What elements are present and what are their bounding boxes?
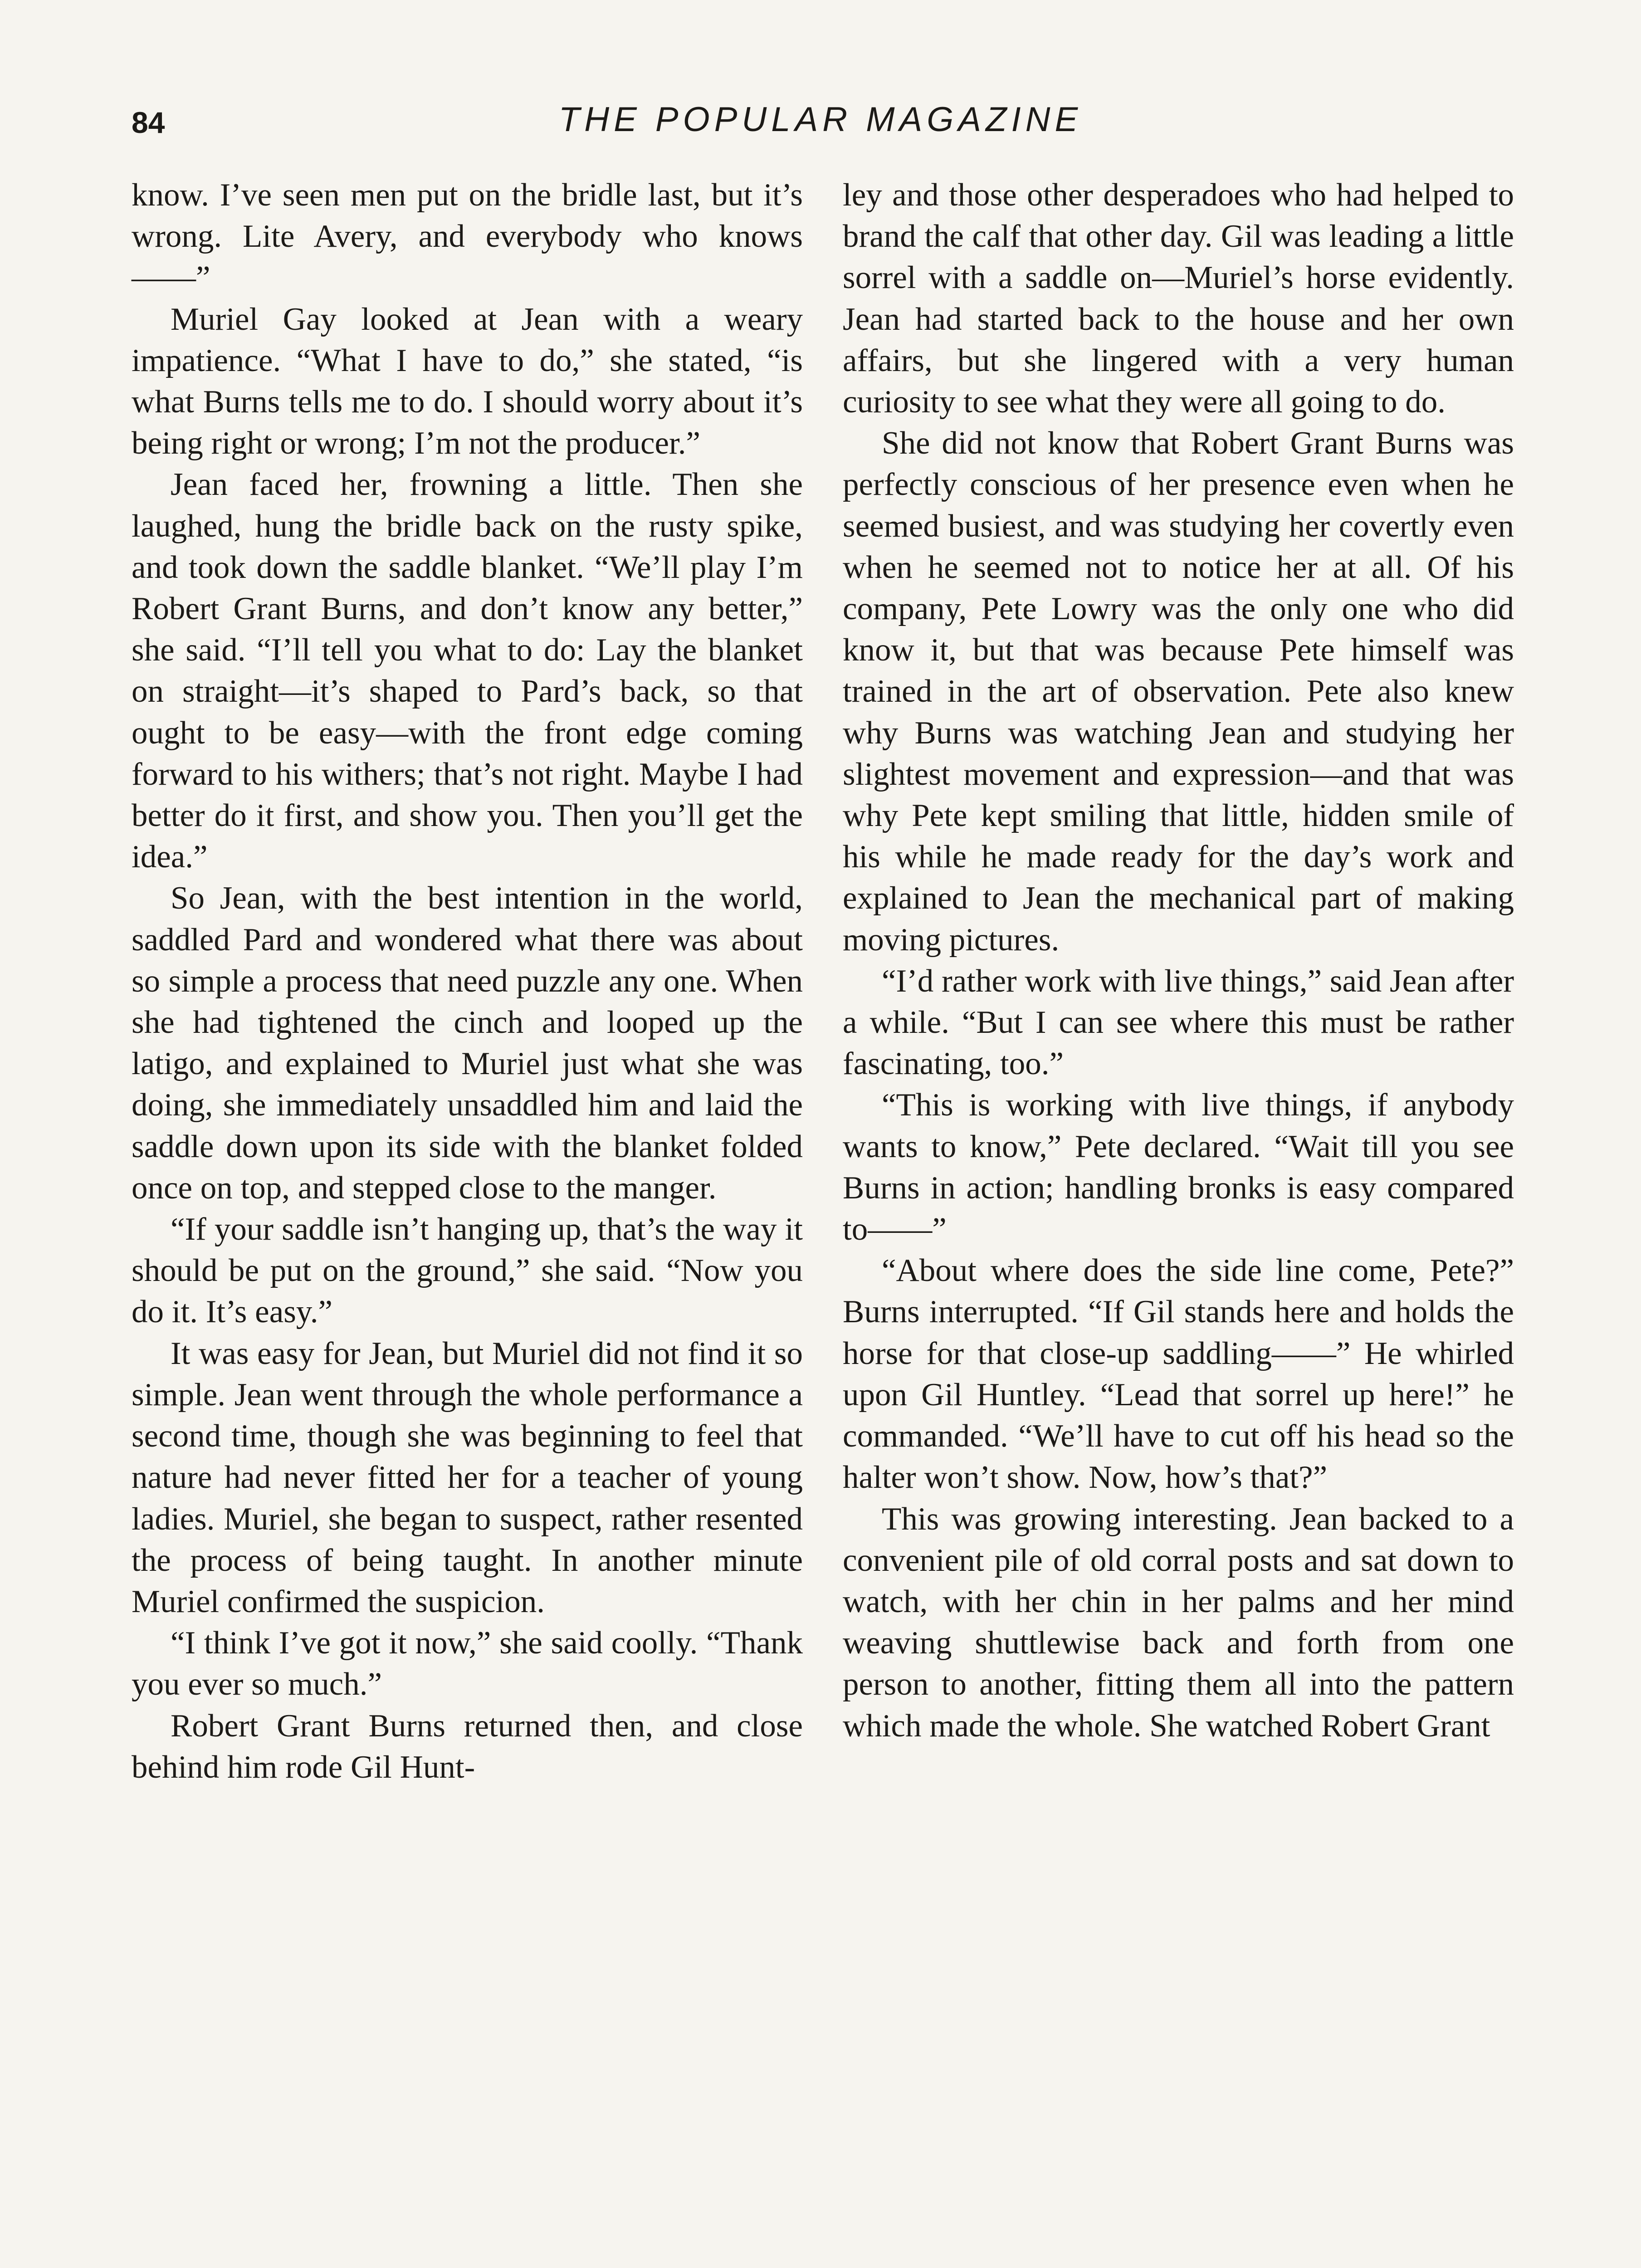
- paragraph: She did not know that Robert Grant Burns was perfectly conscious of her presence even when he seemed busiest, and was studying her covertly even when he seemed not to notice her at all. Of his company, Pete Lowry was the only one who did know it, but that was because Pete himself was trained in the art of observation. Pete also knew why Burns was watching Jean and studying her slightest movement and expression—and that was why Pete kept smiling that little, hidden smile of his while he made ready for the day’s work and explained to Jean the mechanical part of making moving pictures.: [843, 425, 1514, 958]
- paragraph: This was growing interesting. Jean backed to a convenient pile of old corral posts and sat down to watch, with her chin in her palms and her mind weaving shuttlewise back and forth from one person to another, fitting them all into the pattern which made the whole. She watched Robert Grant: [843, 1501, 1514, 1744]
- right-column: [843, 175, 1514, 1747]
- page-number: 84: [132, 106, 165, 139]
- paragraph: “About where does the side line come, Pete?” Burns interrupted. “If Gil stands here and holds the horse for that close-up saddling——” He whirled upon Gil Huntley. “Lead that sorrel up here!” he commanded. “We’ll have to cut off his head so the halter won’t show. Now, how’s that?”: [843, 1253, 1514, 1496]
- paragraph: Muriel Gay looked at Jean with a weary impatience. “What I have to do,” she stated, “is what Burns tells me to do. I should worry about it’s being right or wrong; I’m not the producer.”: [132, 301, 803, 461]
- paragraph: “If your saddle isn’t hanging up, that’s the way it should be put on the ground,” she said. “Now you do it. It’s easy.”: [132, 1212, 803, 1330]
- left-column: [132, 175, 803, 1788]
- paragraph: “I think I’ve got it now,” she said coolly. “Thank you ever so much.”: [132, 1625, 803, 1702]
- paragraph: Jean faced her, frowning a little. Then she laughed, hung the bridle back on the rusty spike, and took down the saddle blanket. “We’ll play I’m Robert Grant Burns, and don’t know any better,” she said. “I’ll tell you what to do: Lay the blanket on straight—it’s shaped to Pard’s back, so that ought to be easy—with the front edge coming forward to his withers; that’s not right. Maybe I had better do it first, and show you. Then you’ll get the idea.”: [132, 467, 803, 875]
- paragraph: Robert Grant Burns returned then, and close behind him rode Gil Hunt-: [132, 1708, 803, 1785]
- paragraph: ley and those other desperadoes who had helped to brand the calf that other day. Gil was leading a little sorrel with a saddle on—Muriel’s horse evidently. Jean had started back to the house and her own affairs, but she lingered with a very human curiosity to see what they were all going to do.: [843, 177, 1514, 420]
- running-title: THE POPULAR MAGAZINE: [558, 100, 1083, 139]
- paragraph: It was easy for Jean, but Muriel did not find it so simple. Jean went through the whole performance a second time, though she was beginning to feel that nature had never fitted her for a teacher of young ladies. Muriel, she began to suspect, rather resented the process of being taught. In another minute Muriel confirmed the suspicion.: [132, 1335, 803, 1619]
- paragraph: know. I’ve seen men put on the bridle last, but it’s wrong. Lite Avery, and everybody who knows——”: [132, 177, 803, 296]
- paragraph: So Jean, with the best intention in the world, saddled Pard and wondered what there was about so simple a process that need puzzle any one. When she had tightened the cinch and looped up the latigo, and explained to Muriel just what she was doing, she immediately unsaddled him and laid the saddle down upon its side with the blanket folded once on top, and stepped close to the manger.: [132, 880, 803, 1206]
- paragraph: “This is working with live things, if anybody wants to know,” Pete declared. “Wait till you see Burns in action; handling bronks is easy compared to——”: [843, 1087, 1514, 1247]
- paragraph: “I’d rather work with live things,” said Jean after a while. “But I can see where this must be rather fascinating, too.”: [843, 963, 1514, 1082]
